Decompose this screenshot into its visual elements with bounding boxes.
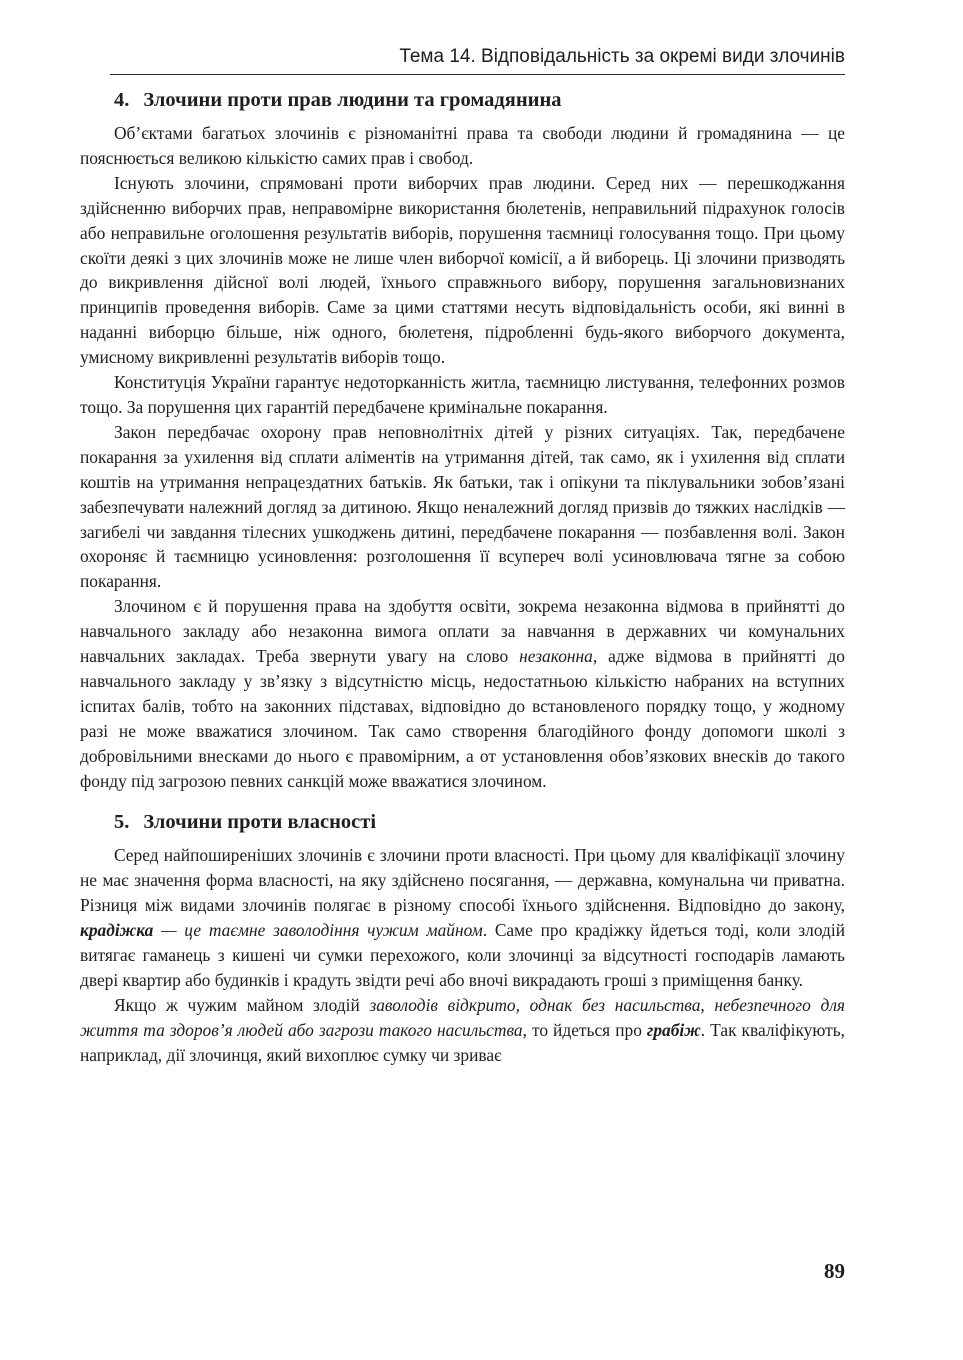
section-4-title: Злочини проти прав людини та громадянина	[143, 89, 562, 111]
italic-term: незаконна	[519, 646, 593, 667]
paragraph	[80, 993, 845, 1068]
running-header: Тема 14. Відповідальність за окремі види злочинів	[110, 44, 845, 75]
text-run: . Саме про крадіжку йдеться тоді, коли злодій витягає гаманець з кишені чи сумки перехожого, коли злочинці за відсутності господарів ламають двері квартир або будинків і крадуть звідти речі або вночі викрадають гроші з приміщення банку.	[80, 920, 846, 990]
paragraph: Існують злочини, спрямовані проти виборчих прав людини. Серед них — перешкоджання здійсненню виборчих прав, неправомірне використання бюлетенів, неправильний підрахунок голосів або неправильне оголошення результатів виборів, порушення таємниці голосування тощо. При цьому скоїти деякі з цих злочинів може не лише член виборчої комісії, а й виборець. Ці злочини призводять до викривлення дійсної волі людей, їхнього справжнього вибору, порушення загальновизнаних принципів проведення виборів. Саме за цими статтями несуть відповідальність особи, які винні в наданні виборцю більше, ніж одного, бюлетеня, підробленні будь-якого виборчого документа, умисному викривленні результатів виборів тощо.	[80, 172, 845, 368]
text-run: . Так кваліфікують, наприклад, дії злочинця, який вихоплює сумку чи зриває	[80, 1019, 845, 1065]
bold-term-theft: крадіжка	[80, 920, 154, 941]
paragraph	[80, 594, 845, 793]
text-run: , адже відмова в прийнятті до навчального закладу у зв’язку з відсутністю місць, недостатньою кількістю набраних на вступних іспитах балів, тобто на законних підставах, відповідно до встановленого порядку тощо, у жодному разі не може вважатися злочином. Так само створення благодійного фонду допомоги школі з добровільними внесками до нього є правомірним, а от установлення обов’язкових внесків до такого фонду під загрозою певних санкцій може вважатися злочином.	[80, 646, 845, 791]
paragraph: Об’єктами багатьох злочинів є різноманітні права та свободи людини й громадянина — це пояснюється великою кількістю самих прав і свобод.	[80, 123, 845, 168]
page-number: 89	[824, 1259, 845, 1283]
paragraph: Закон передбачає охорону прав неповнолітніх дітей у різних ситуаціях. Так, передбачене покарання за ухилення від сплати аліментів на утримання дітей, так само, як і ухилення від сплати коштів на утримання непрацездатних батьків. Як батьки, так і опікуни та піклувальники зобов’язані забезпечувати належний догляд за дитиною. Якщо неналежний догляд призвів до тяжких наслідків — загибелі чи завдання тілесних ушкоджень дитині, передбачене покарання — позбавлення волі. Закон охороняє й таємницю усиновлення: розголошення її всупереч волі усиновлювача тягне за собою покарання.	[80, 421, 845, 592]
italic-definition: — це таємне заволодіння чужим майном	[153, 920, 483, 941]
paragraph	[80, 843, 845, 992]
section-5-title: Злочини проти власності	[143, 811, 377, 834]
paragraph: Конституція України гарантує недоторканність житла, таємницю листування, телефонних розмов тощо. За порушення цих гарантій передбачене кримінальне покарання.	[80, 372, 845, 417]
section-4-number: 4.	[114, 89, 130, 111]
text-run: Серед найпоширеніших злочинів є злочини проти власності. При цьому для кваліфікації злочину не має значення форма власності, на яку здійснено посягання, — державна, комунальна чи приватна. Різниця між видами злочинів полягає в різному способі їхнього здійснення. Відповідно до закону,	[80, 845, 845, 916]
section-4-heading	[80, 86, 845, 114]
section-5-heading	[80, 808, 845, 836]
text-run: Злочином є й порушення права на здобуття освіти, зокрема незаконна відмова в прийнятті до навчального закладу або незаконна вимога оплати за навчання в державних чи комунальних навчальних закладах. Треба звернути увагу на слово	[80, 596, 845, 667]
bold-term-robbery: грабіж	[646, 1019, 701, 1040]
text-run: , то йдеться про	[522, 1019, 647, 1040]
text-run: Якщо ж чужим майном злодій	[114, 994, 370, 1015]
section-5-number: 5.	[114, 811, 130, 834]
italic-definition: заволодів відкрито, однак без насильства, небезпечного для життя та здоров’я людей або загрози такого насильства	[80, 994, 845, 1040]
page-content	[80, 86, 845, 1068]
